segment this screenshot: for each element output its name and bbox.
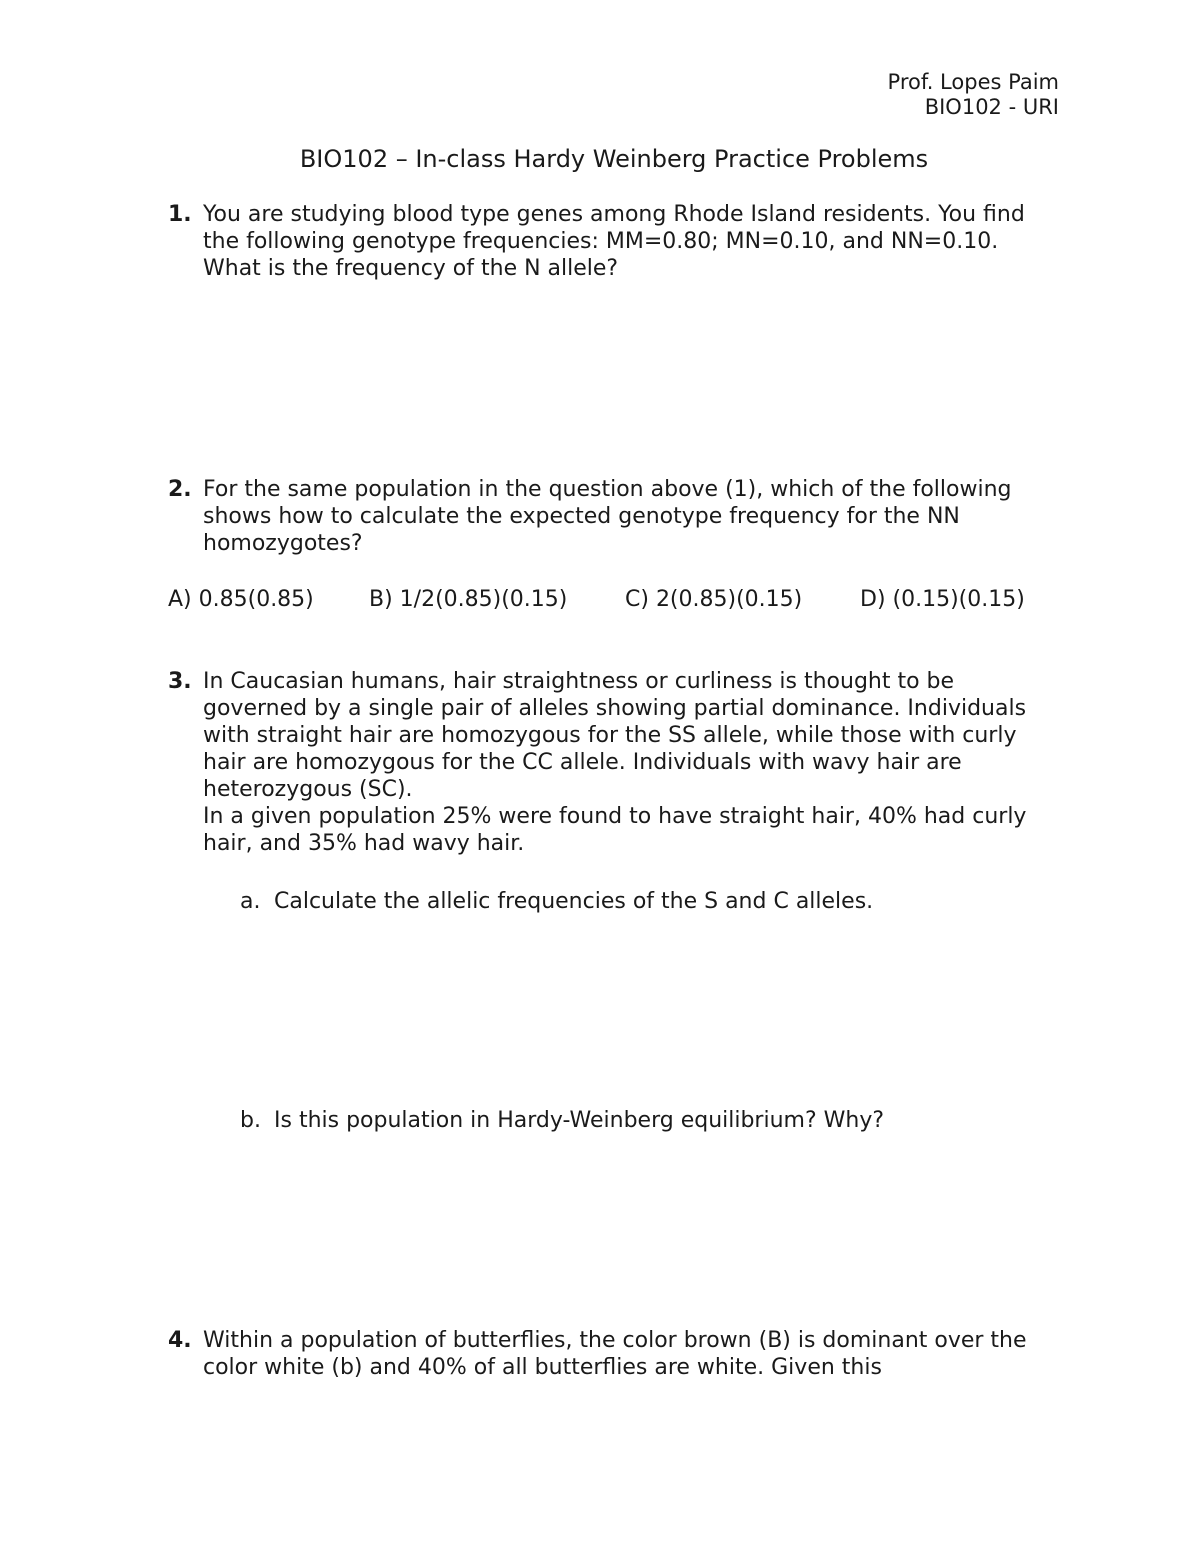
part-text: Calculate the allelic frequencies of the S and C alleles. (274, 889, 874, 914)
choice-d: D) (0.15)(0.15) (860, 587, 1025, 612)
question-2 (168, 476, 1058, 557)
question-3 (168, 668, 1058, 857)
question-4 (168, 1327, 1058, 1381)
choice-b: B) 1/2(0.85)(0.15) (369, 587, 568, 612)
question-3-part-a (240, 888, 1060, 915)
course-code: BIO102 - URI (924, 95, 1059, 119)
page-title: BIO102 – In-class Hardy Weinberg Practice Problems (299, 145, 929, 173)
question-number: 1. (168, 202, 192, 227)
question-text: Within a population of butterflies, the color brown (B) is dominant over the color white (b) and 40% of all butterflies are white. Given this (203, 1328, 1027, 1380)
question-1 (168, 201, 1058, 282)
question-number: 2. (168, 477, 192, 502)
part-letter: b. (240, 1108, 261, 1133)
author-name: Prof. Lopes Paim (887, 70, 1059, 94)
part-letter: a. (240, 889, 261, 914)
question-text: For the same population in the question above (1), which of the following shows how to calculate the expected genotype frequency for the NN homozygotes? (203, 477, 1012, 556)
question-3-part-b (240, 1107, 1060, 1134)
question-text: In Caucasian humans, hair straightness or curliness is thought to be governed by a single pair of alleles showing partial dominance. Individuals with straight hair are homozygous for the SS allele, while those with curly hair are homozygous for the CC allele. Individuals with wavy hair are heterozygous (SC). (203, 669, 1027, 802)
page-header (888, 70, 1059, 120)
choice-c: C) 2(0.85)(0.15) (625, 587, 803, 612)
question-text-continued: In a given population 25% were found to have straight hair, 40% had curly hair, and 35% had wavy hair. (203, 804, 1027, 856)
answer-choices (168, 586, 1068, 616)
question-number: 3. (168, 669, 192, 694)
choice-a: A) 0.85(0.85) (168, 587, 314, 612)
question-text: You are studying blood type genes among Rhode Island residents. You find the following genotype frequencies: MM=0.80; MN=0.10, and NN=0.10. What is the frequency of the N allele? (203, 202, 1025, 281)
question-number: 4. (168, 1328, 192, 1353)
part-text: Is this population in Hardy-Weinberg equilibrium? Why? (274, 1108, 885, 1133)
